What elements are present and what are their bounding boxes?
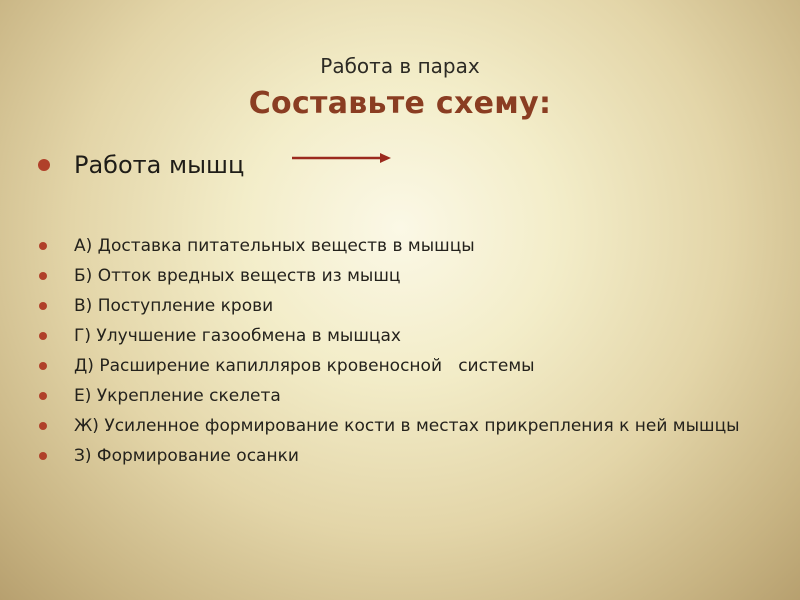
list-item-text: Е) Укрепление скелета xyxy=(74,386,281,406)
items-list xyxy=(38,231,758,471)
bullet-icon xyxy=(39,272,47,280)
list-item-text: Б) Отток вредных веществ из мышц xyxy=(74,266,401,286)
bullet-icon xyxy=(39,332,47,340)
list-item-text: З) Формирование осанки xyxy=(74,446,299,466)
list-item xyxy=(38,261,758,291)
main-topic-label: Работа мышц xyxy=(74,151,245,179)
bullet-icon xyxy=(39,452,47,460)
list-item xyxy=(38,441,758,471)
bullet-icon xyxy=(39,392,47,400)
list-item-text: Д) Расширение капилляров кровеносной системы xyxy=(74,356,535,376)
list-item-text: Г) Улучшение газообмена в мышцах xyxy=(74,326,401,346)
list-item-text: Ж) Усиленное формирование кости в местах прикрепления к ней мышцы xyxy=(74,416,740,436)
main-topic-row xyxy=(38,148,244,182)
bullet-icon xyxy=(39,302,47,310)
slide-subtitle: Работа в парах xyxy=(320,54,480,78)
slide-title: Составьте схему: xyxy=(248,86,552,121)
right-arrow-icon xyxy=(292,151,392,165)
list-item-text: А) Доставка питательных веществ в мышцы xyxy=(74,236,475,256)
list-item xyxy=(38,351,758,381)
list-item xyxy=(38,231,758,261)
list-item xyxy=(38,291,758,321)
list-item xyxy=(38,411,758,441)
list-item-text: В) Поступление крови xyxy=(74,296,274,316)
bullet-icon xyxy=(39,422,47,430)
bullet-icon xyxy=(38,159,50,171)
bullet-icon xyxy=(39,362,47,370)
list-item xyxy=(38,321,758,351)
list-item xyxy=(38,381,758,411)
bullet-icon xyxy=(39,242,47,250)
